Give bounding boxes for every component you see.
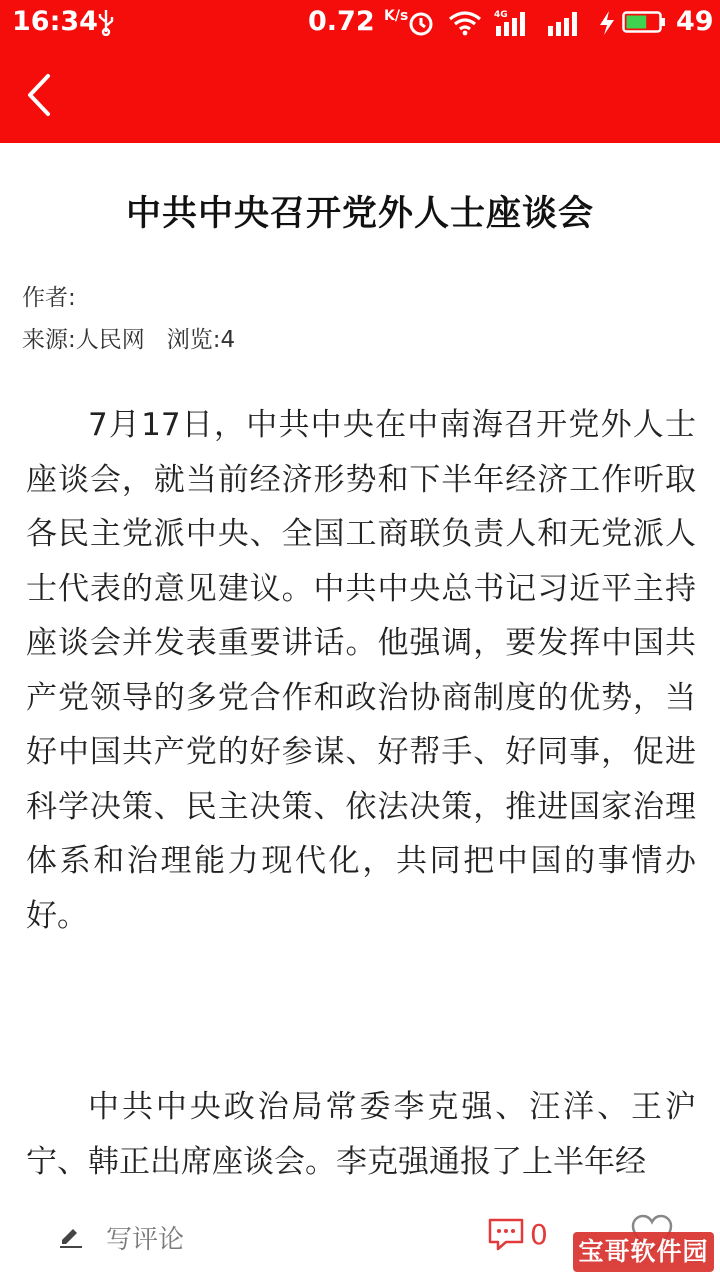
chevron-left-icon[interactable] — [22, 70, 58, 120]
signal-4g-label: 4G — [494, 10, 508, 20]
battery-icon — [622, 11, 666, 33]
write-comment-button[interactable]: 写评论 — [106, 1225, 185, 1255]
article-paragraph-2: 中共中央政治局常委李克强、汪洋、王沪宁、韩正出席座谈会。李克强通报了上半年经 — [26, 1089, 696, 1180]
network-speed: 0.72 $^{K/s}$ — [308, 6, 409, 37]
status-bar — [0, 0, 720, 48]
status-time: 16:34 — [12, 6, 98, 37]
comment-icon[interactable] — [486, 1216, 526, 1254]
alarm-icon — [407, 9, 435, 37]
app-header — [0, 0, 720, 143]
article-author: 作者: — [22, 285, 76, 311]
wifi-icon — [448, 10, 482, 36]
comment-count: 0 — [530, 1218, 548, 1251]
article-source: 来源:人民网 — [22, 327, 145, 353]
signal-4g-icon — [492, 8, 532, 36]
signal-icon — [546, 8, 586, 36]
watermark-logo: 宝哥软件园 — [573, 1232, 714, 1272]
usb-icon — [96, 8, 116, 36]
charging-icon — [598, 10, 616, 36]
article-meta — [22, 321, 235, 354]
battery-percent: 49 — [676, 6, 714, 37]
article-views: 浏览:4 — [166, 327, 236, 353]
article-title: 中共中央召开党外人士座谈会 — [125, 194, 594, 234]
pencil-icon[interactable] — [58, 1222, 84, 1248]
article-paragraph-1: 7月17日，中共中央在中南海召开党外人士座谈会，就当前经济形势和下半年经济工作听取各民主党派中央、全国工商联负责人和无党派人士代表的意见建议。中共中央总书记习近平主持座谈会并发表重要讲话。他强调，要发挥中国共产党领导的多党合作和政治协商制度的优势，当好中国共产党的好参谋、好帮手、好同事，促进科学决策、民主决策、依法决策，推进国家治理体系和治理能力现代化，共同把中国的事情办好。 — [26, 407, 696, 934]
